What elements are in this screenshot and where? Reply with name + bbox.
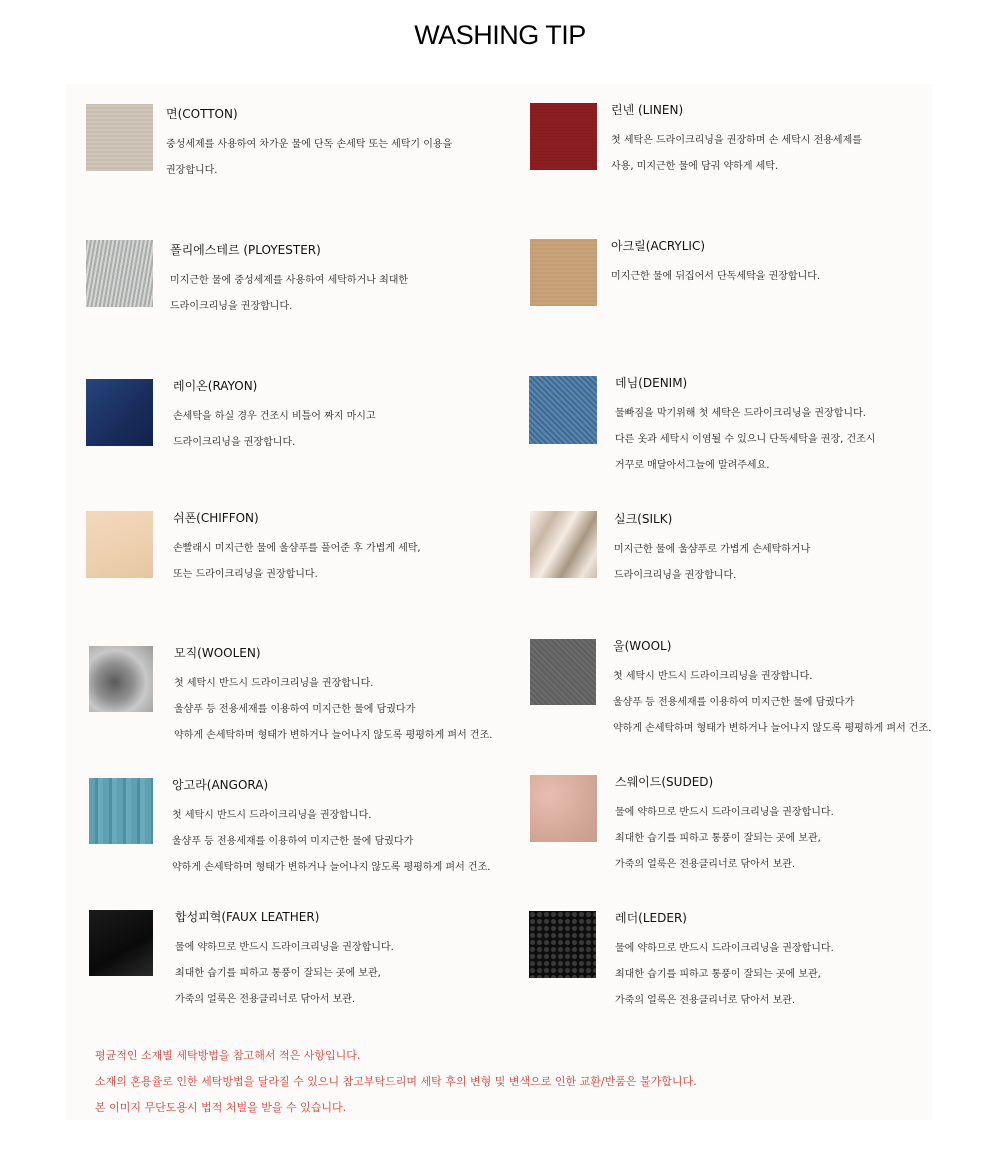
fabric-desc-line: 드라이크리닝을 권장합니다.: [170, 301, 293, 312]
fabric-desc-line: 권장합니다.: [166, 165, 218, 176]
page-title: WASHING TIP: [414, 20, 586, 50]
polyester-swatch: [86, 240, 153, 307]
fabric-name: 모직(WOOLEN): [174, 646, 261, 660]
silk-swatch: [530, 511, 597, 578]
cotton-swatch: [86, 104, 153, 171]
suede-swatch: [530, 775, 597, 842]
note-line: 본 이미지 무단도용시 법적 처벌을 받을 수 있습니다.: [95, 1101, 347, 1114]
fabric-desc-line: 최대한 습기를 피하고 통풍이 잘되는 곳에 보관,: [175, 968, 381, 979]
fabric-name: 레이온(RAYON): [173, 379, 258, 393]
fabric-name: 합성피혁(FAUX LEATHER): [175, 910, 320, 924]
faux-leather-swatch: [89, 910, 153, 976]
fabric-name: 울(WOOL): [613, 639, 672, 653]
fabric-name: 앙고라(ANGORA): [172, 778, 269, 792]
fabric-desc-line: 손세탁을 하실 경우 건조시 비틀어 짜지 마시고: [173, 411, 376, 422]
fabric-name: 린넨 (LINEN): [611, 103, 684, 117]
fabric-desc-line: 약하게 손세탁하며 형태가 변하거나 늘어나지 않도록 평평하게 펴서 건조.: [174, 730, 493, 741]
fabric-name: 스웨이드(SUDED): [615, 775, 714, 789]
fabric-desc-line: 물에 약하므로 반드시 드라이크리닝을 권장합니다.: [175, 942, 394, 953]
fabric-desc-line: 드라이크리닝을 권장합니다.: [173, 437, 296, 448]
fabric-name: 면(COTTON): [166, 107, 238, 121]
fabric-desc-line: 미지근한 물에 중성세제를 사용하여 세탁하거나 최대한: [170, 275, 409, 286]
fabric-desc-line: 손빨래시 미지근한 물에 울샴푸를 풀어준 후 가볍게 세탁,: [173, 543, 421, 554]
fabric-desc-line: 가죽의 얼룩은 전용클리너로 닦아서 보관.: [175, 994, 356, 1005]
fabric-name: 아크릴(ACRYLIC): [611, 239, 706, 253]
acrylic-swatch: [530, 239, 597, 306]
fabric-desc-line: 미지근한 물에 울샴푸로 가볍게 손세탁하거나: [614, 544, 811, 555]
fabric-desc-line: 최대한 습기를 피하고 통풍이 잘되는 곳에 보관,: [615, 833, 821, 844]
fabric-desc-line: 미지근한 물에 뒤집어서 단독세탁을 권장합니다.: [611, 271, 821, 282]
fabric-desc-line: 물에 약하므로 반드시 드라이크리닝을 권장합니다.: [615, 943, 834, 954]
disclaimer-notes: [95, 1043, 697, 1121]
woolen-swatch: [89, 646, 153, 712]
fabric-name: 레더(LEDER): [615, 911, 687, 925]
fabric-desc-line: 첫 세탁시 반드시 드라이크리닝을 권장합니다.: [174, 678, 374, 689]
fabric-desc-line: 약하게 손세탁하며 형태가 변하거나 늘어나지 않도록 평평하게 펴서 건조.: [613, 723, 932, 734]
linen-swatch: [530, 103, 597, 170]
fabric-desc-line: 물빠짐을 막기위해 첫 세탁은 드라이크리닝을 권장합니다.: [615, 408, 866, 419]
fabric-desc-line: 울샴푸 등 전용세재를 이용하여 미지근한 물에 담궜다가: [172, 836, 414, 847]
angora-swatch: [89, 778, 153, 844]
fabric-desc-line: 또는 드라이크리닝을 권장합니다.: [173, 569, 318, 580]
fabric-desc-line: 약하게 손세탁하며 형태가 변하거나 늘어나지 않도록 평평하게 펴서 건조.: [172, 862, 491, 873]
fabric-name: 쉬폰(CHIFFON): [173, 511, 259, 525]
wool-swatch: [530, 639, 596, 705]
rayon-swatch: [86, 379, 153, 446]
fabric-desc-line: 다른 옷과 세탁시 이염될 수 있으니 단독세탁을 권장, 건조시: [615, 434, 876, 445]
fabric-name: 폴리에스테르 (PLOYESTER): [170, 243, 321, 257]
note-line: 평균적인 소재별 세탁방법을 참고해서 적은 사항입니다.: [95, 1049, 361, 1062]
fabric-desc-line: 사용, 미지근한 물에 담궈 약하게 세탁.: [611, 161, 779, 172]
fabric-desc-line: 울샴푸 등 전용세재를 이용하여 미지근한 물에 담궜다가: [613, 697, 855, 708]
fabric-desc-line: 울샴푸 등 전용세재를 이용하여 미지근한 물에 담궜다가: [174, 704, 416, 715]
fabric-desc-line: 첫 세탁시 반드시 드라이크리닝을 권장합니다.: [613, 671, 813, 682]
fabric-desc-line: 첫 세탁시 반드시 드라이크리닝을 권장합니다.: [172, 810, 372, 821]
fabric-desc-line: 중성세제를 사용하여 차가운 물에 단독 손세탁 또는 세탁기 이용을: [166, 139, 453, 150]
fabric-desc-line: 물에 약하므로 반드시 드라이크리닝을 권장합니다.: [615, 807, 834, 818]
fabric-name: 실크(SILK): [614, 512, 673, 526]
denim-swatch: [529, 376, 597, 444]
fabric-desc-line: 최대한 습기를 피하고 통풍이 잘되는 곳에 보관,: [615, 969, 821, 980]
fabric-desc-line: 가죽의 얼룩은 전용클리너로 닦아서 보관.: [615, 995, 796, 1006]
fabric-desc-line: 드라이크리닝을 권장합니다.: [614, 570, 737, 581]
fabric-desc-line: 가죽의 얼룩은 전용클리너로 닦아서 보관.: [615, 859, 796, 870]
note-line: 소재의 혼용율로 인한 세탁방법을 달라질 수 있으니 참고부탁드리며 세탁 후의 변형 및 변색으로 인한 교환/반품은 불가합니다.: [95, 1075, 697, 1088]
fabric-desc-line: 첫 세탁은 드라이크리닝을 권장하며 손 세탁시 전용세제를: [611, 135, 862, 146]
fabric-desc-line: 거꾸로 매달아서그늘에 말려주세요.: [615, 460, 770, 471]
fabric-name: 데님(DENIM): [615, 376, 688, 390]
leather-swatch: [529, 911, 596, 978]
chiffon-swatch: [86, 511, 153, 578]
